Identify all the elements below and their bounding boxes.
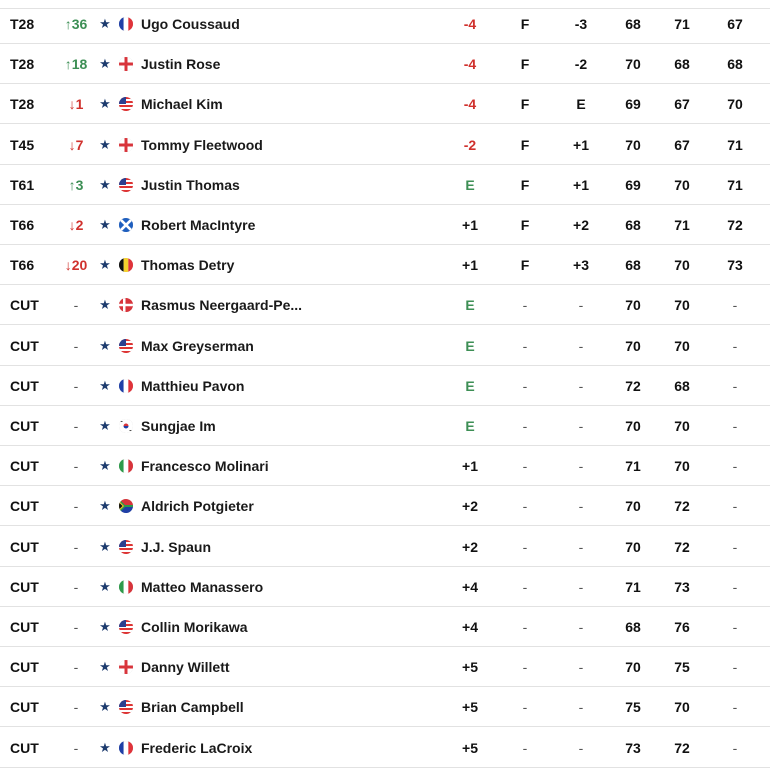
england-flag-icon: [119, 660, 133, 674]
position-movement: ↑18: [64, 56, 88, 73]
favorite-star-icon[interactable]: ★: [99, 56, 111, 72]
position-movement: ↑36: [64, 16, 88, 32]
position-cell: CUT: [10, 578, 39, 595]
position-cell: CUT: [10, 458, 39, 475]
thru-cell: F: [520, 16, 530, 32]
round-2-score: 75: [674, 659, 690, 676]
position-movement: -: [73, 377, 79, 394]
today-score: -2: [574, 56, 588, 73]
player-name-link[interactable]: Danny Willett: [141, 659, 230, 676]
table-row[interactable]: [0, 567, 770, 607]
round-3-score: -: [732, 418, 738, 434]
round-2-score: 70: [674, 297, 690, 314]
round-1-score: 75: [625, 699, 641, 716]
position-movement: -: [73, 619, 79, 635]
round-3-score: 71: [727, 136, 743, 153]
position-cell: CUT: [10, 337, 39, 354]
france-flag-icon: [119, 379, 133, 393]
thru-cell: -: [522, 418, 528, 434]
thru-cell: -: [522, 619, 528, 635]
thru-cell: F: [520, 56, 530, 73]
favorite-star-icon[interactable]: ★: [99, 578, 111, 594]
total-score: +5: [462, 739, 478, 756]
player-name-link[interactable]: Francesco Molinari: [141, 458, 269, 475]
round-3-score: -: [732, 458, 738, 475]
round-1-score: 71: [625, 458, 641, 475]
player-name-link[interactable]: J.J. Spaun: [141, 538, 212, 555]
round-1-score: 69: [625, 176, 641, 193]
position-cell: CUT: [10, 538, 39, 555]
italy-flag-icon: [119, 580, 133, 594]
today-score: -: [578, 458, 584, 475]
player-name-link[interactable]: Justin Thomas: [141, 176, 240, 193]
position-movement: ↓7: [68, 136, 84, 153]
favorite-star-icon[interactable]: ★: [99, 458, 111, 474]
round-1-score: 68: [625, 257, 641, 274]
round-1-score: 70: [625, 136, 641, 153]
round-3-score: -: [732, 699, 738, 716]
thru-cell: F: [520, 96, 530, 113]
player-name-link[interactable]: Collin Morikawa: [141, 619, 248, 635]
thru-cell: F: [520, 257, 530, 274]
total-score: +2: [462, 498, 478, 515]
round-2-score: 67: [674, 96, 690, 113]
table-row[interactable]: [0, 125, 770, 165]
player-name-link[interactable]: Tommy Fleetwood: [141, 136, 263, 153]
position-cell: CUT: [10, 377, 39, 394]
total-score: E: [465, 377, 475, 394]
total-score: -4: [463, 16, 477, 32]
round-1-score: 68: [625, 619, 641, 635]
favorite-star-icon[interactable]: ★: [99, 498, 111, 514]
favorite-star-icon[interactable]: ★: [99, 377, 111, 393]
player-name-link[interactable]: Aldrich Potgieter: [141, 498, 254, 515]
today-score: +2: [573, 217, 589, 233]
position-cell: CUT: [10, 619, 39, 635]
round-1-score: 68: [625, 217, 641, 233]
player-name-link[interactable]: Thomas Detry: [141, 257, 235, 274]
thru-cell: F: [520, 136, 530, 153]
favorite-star-icon[interactable]: ★: [99, 337, 111, 353]
favorite-star-icon[interactable]: ★: [99, 176, 111, 192]
position-cell: T61: [10, 176, 35, 193]
thru-cell: -: [522, 739, 528, 756]
round-3-score: -: [732, 337, 738, 354]
round-3-score: -: [732, 538, 738, 555]
total-score: -2: [463, 136, 477, 153]
player-name-link[interactable]: Rasmus Neergaard-Pe...: [141, 297, 303, 314]
table-row[interactable]: [0, 647, 770, 687]
round-1-score: 72: [625, 377, 641, 394]
table-row[interactable]: [0, 165, 770, 205]
table-row[interactable]: [0, 326, 770, 366]
round-2-score: 68: [674, 56, 690, 73]
round-1-score: 70: [625, 538, 641, 555]
player-name-link[interactable]: Robert MacIntyre: [141, 217, 256, 233]
favorite-star-icon[interactable]: ★: [99, 619, 111, 634]
today-score: -: [578, 578, 584, 595]
today-score: -: [578, 538, 584, 555]
denmark-flag-icon: [119, 298, 133, 312]
round-3-score: 70: [727, 96, 743, 113]
round-2-score: 72: [674, 739, 690, 756]
round-3-score: -: [732, 578, 738, 595]
position-movement: -: [73, 538, 79, 555]
round-2-score: 70: [674, 699, 690, 716]
round-2-score: 71: [674, 16, 690, 32]
position-cell: CUT: [10, 418, 39, 434]
usa-flag-icon: [119, 178, 133, 192]
total-score: +1: [462, 458, 478, 475]
round-3-score: -: [732, 659, 738, 676]
today-score: -: [578, 418, 584, 434]
thru-cell: -: [522, 699, 528, 716]
player-name-link[interactable]: Michael Kim: [141, 96, 223, 113]
round-3-score: -: [732, 619, 738, 635]
south-africa-flag-icon: [119, 499, 133, 513]
total-score: E: [465, 297, 475, 314]
round-1-score: 70: [625, 418, 641, 434]
table-row[interactable]: [0, 687, 770, 727]
round-1-score: 69: [625, 96, 641, 113]
round-3-score: -: [732, 739, 738, 756]
table-row[interactable]: [0, 607, 770, 647]
round-1-score: 70: [625, 337, 641, 354]
round-3-score: 73: [727, 257, 743, 274]
round-3-score: -: [732, 297, 738, 314]
player-name-link[interactable]: Justin Rose: [141, 56, 221, 73]
player-name-link[interactable]: Sungjae Im: [141, 418, 216, 434]
thru-cell: -: [522, 578, 528, 595]
position-movement: -: [73, 578, 79, 595]
favorite-star-icon[interactable]: ★: [99, 96, 111, 112]
usa-flag-icon: [119, 540, 133, 554]
table-row[interactable]: [0, 446, 770, 486]
table-row[interactable]: [0, 245, 770, 285]
round-3-score: 68: [727, 56, 743, 73]
favorite-star-icon[interactable]: ★: [99, 659, 111, 675]
france-flag-icon: [119, 741, 133, 755]
table-row[interactable]: [0, 406, 770, 446]
round-1-score: 68: [625, 16, 641, 32]
round-2-score: 71: [674, 217, 690, 233]
round-3-score: 67: [727, 16, 743, 32]
position-movement: ↑3: [68, 176, 84, 193]
today-score: +1: [573, 176, 589, 193]
round-3-score: 72: [727, 217, 743, 233]
round-1-score: 70: [625, 56, 641, 73]
round-2-score: 70: [674, 458, 690, 475]
position-cell: T45: [10, 136, 35, 153]
player-name-link[interactable]: Ugo Coussaud: [141, 16, 240, 32]
round-2-score: 73: [674, 578, 690, 595]
total-score: E: [465, 418, 475, 434]
total-score: +1: [462, 217, 478, 233]
thru-cell: -: [522, 659, 528, 676]
today-score: -: [578, 377, 584, 394]
favorite-star-icon[interactable]: ★: [99, 418, 111, 433]
total-score: E: [465, 176, 475, 193]
round-1-score: 73: [625, 739, 641, 756]
total-score: +4: [462, 578, 478, 595]
today-score: -: [578, 297, 584, 314]
round-2-score: 72: [674, 538, 690, 555]
table-row[interactable]: [0, 486, 770, 526]
position-movement: -: [73, 699, 79, 716]
england-flag-icon: [119, 57, 133, 71]
table-row[interactable]: [0, 4, 770, 44]
favorite-star-icon[interactable]: ★: [99, 538, 111, 554]
favorite-star-icon[interactable]: ★: [99, 16, 111, 31]
round-1-score: 70: [625, 659, 641, 676]
favorite-star-icon[interactable]: ★: [99, 699, 111, 715]
position-movement: ↓20: [64, 257, 88, 274]
thru-cell: -: [522, 498, 528, 515]
player-name-link[interactable]: Max Greyserman: [141, 337, 254, 354]
round-2-score: 72: [674, 498, 690, 515]
thru-cell: F: [520, 217, 530, 233]
total-score: +5: [462, 659, 478, 676]
thru-cell: -: [522, 458, 528, 475]
total-score: +2: [462, 538, 478, 555]
position-movement: -: [73, 498, 79, 515]
table-row[interactable]: [0, 285, 770, 325]
player-name-link[interactable]: Matthieu Pavon: [141, 377, 245, 394]
round-1-score: 71: [625, 578, 641, 595]
position-cell: CUT: [10, 739, 39, 756]
player-name-link[interactable]: Brian Campbell: [141, 699, 244, 716]
round-2-score: 67: [674, 136, 690, 153]
position-movement: -: [73, 337, 79, 354]
today-score: -: [578, 699, 584, 716]
position-cell: T66: [10, 257, 35, 274]
position-movement: -: [73, 739, 79, 756]
round-2-score: 76: [674, 619, 690, 635]
thru-cell: -: [522, 297, 528, 314]
position-cell: T28: [10, 96, 35, 113]
usa-flag-icon: [119, 97, 133, 111]
round-3-score: 71: [727, 176, 743, 193]
table-row[interactable]: [0, 84, 770, 124]
table-row[interactable]: [0, 527, 770, 567]
position-cell: T28: [10, 16, 35, 32]
total-score: -4: [463, 96, 477, 113]
total-score: +4: [462, 619, 478, 635]
today-score: -3: [574, 16, 588, 32]
round-3-score: -: [732, 498, 738, 515]
table-row[interactable]: [0, 44, 770, 84]
player-name-link[interactable]: Matteo Manassero: [141, 578, 264, 595]
position-movement: -: [73, 418, 79, 434]
italy-flag-icon: [119, 459, 133, 473]
round-1-score: 70: [625, 297, 641, 314]
round-3-score: -: [732, 377, 738, 394]
favorite-star-icon[interactable]: ★: [99, 257, 111, 273]
round-2-score: 70: [674, 418, 690, 434]
total-score: E: [465, 337, 475, 354]
favorite-star-icon[interactable]: ★: [99, 136, 111, 152]
today-score: -: [578, 619, 584, 635]
today-score: -: [578, 659, 584, 676]
today-score: +3: [573, 257, 589, 274]
position-cell: CUT: [10, 297, 39, 314]
favorite-star-icon[interactable]: ★: [99, 739, 111, 755]
player-name-link[interactable]: Frederic LaCroix: [141, 739, 253, 756]
round-2-score: 70: [674, 257, 690, 274]
total-score: +1: [462, 257, 478, 274]
france-flag-icon: [119, 17, 133, 31]
position-cell: CUT: [10, 659, 39, 676]
round-2-score: 70: [674, 176, 690, 193]
thru-cell: -: [522, 538, 528, 555]
table-row[interactable]: [0, 205, 770, 245]
position-movement: -: [73, 297, 79, 314]
position-movement: ↓1: [68, 96, 84, 113]
usa-flag-icon: [119, 339, 133, 353]
today-score: -: [578, 337, 584, 354]
round-2-score: 70: [674, 337, 690, 354]
position-cell: CUT: [10, 699, 39, 716]
favorite-star-icon[interactable]: ★: [99, 297, 111, 313]
england-flag-icon: [119, 138, 133, 152]
round-1-score: 70: [625, 498, 641, 515]
today-score: -: [578, 739, 584, 756]
today-score: +1: [573, 136, 589, 153]
position-movement: ↓2: [68, 217, 84, 233]
round-2-score: 68: [674, 377, 690, 394]
today-score: E: [576, 96, 586, 113]
favorite-star-icon[interactable]: ★: [99, 217, 111, 232]
usa-flag-icon: [119, 620, 133, 634]
scotland-flag-icon: [119, 218, 133, 232]
position-movement: -: [73, 458, 79, 475]
position-cell: CUT: [10, 498, 39, 515]
belgium-flag-icon: [119, 258, 133, 272]
table-row[interactable]: [0, 728, 770, 768]
position-cell: T28: [10, 56, 35, 73]
position-movement: -: [73, 659, 79, 676]
thru-cell: F: [520, 176, 530, 193]
position-cell: T66: [10, 217, 35, 233]
today-score: -: [578, 498, 584, 515]
thru-cell: -: [522, 337, 528, 354]
table-row[interactable]: [0, 366, 770, 406]
thru-cell: -: [522, 377, 528, 394]
total-score: +5: [462, 699, 478, 716]
usa-flag-icon: [119, 700, 133, 714]
total-score: -4: [463, 56, 477, 73]
korea-flag-icon: [119, 419, 133, 433]
